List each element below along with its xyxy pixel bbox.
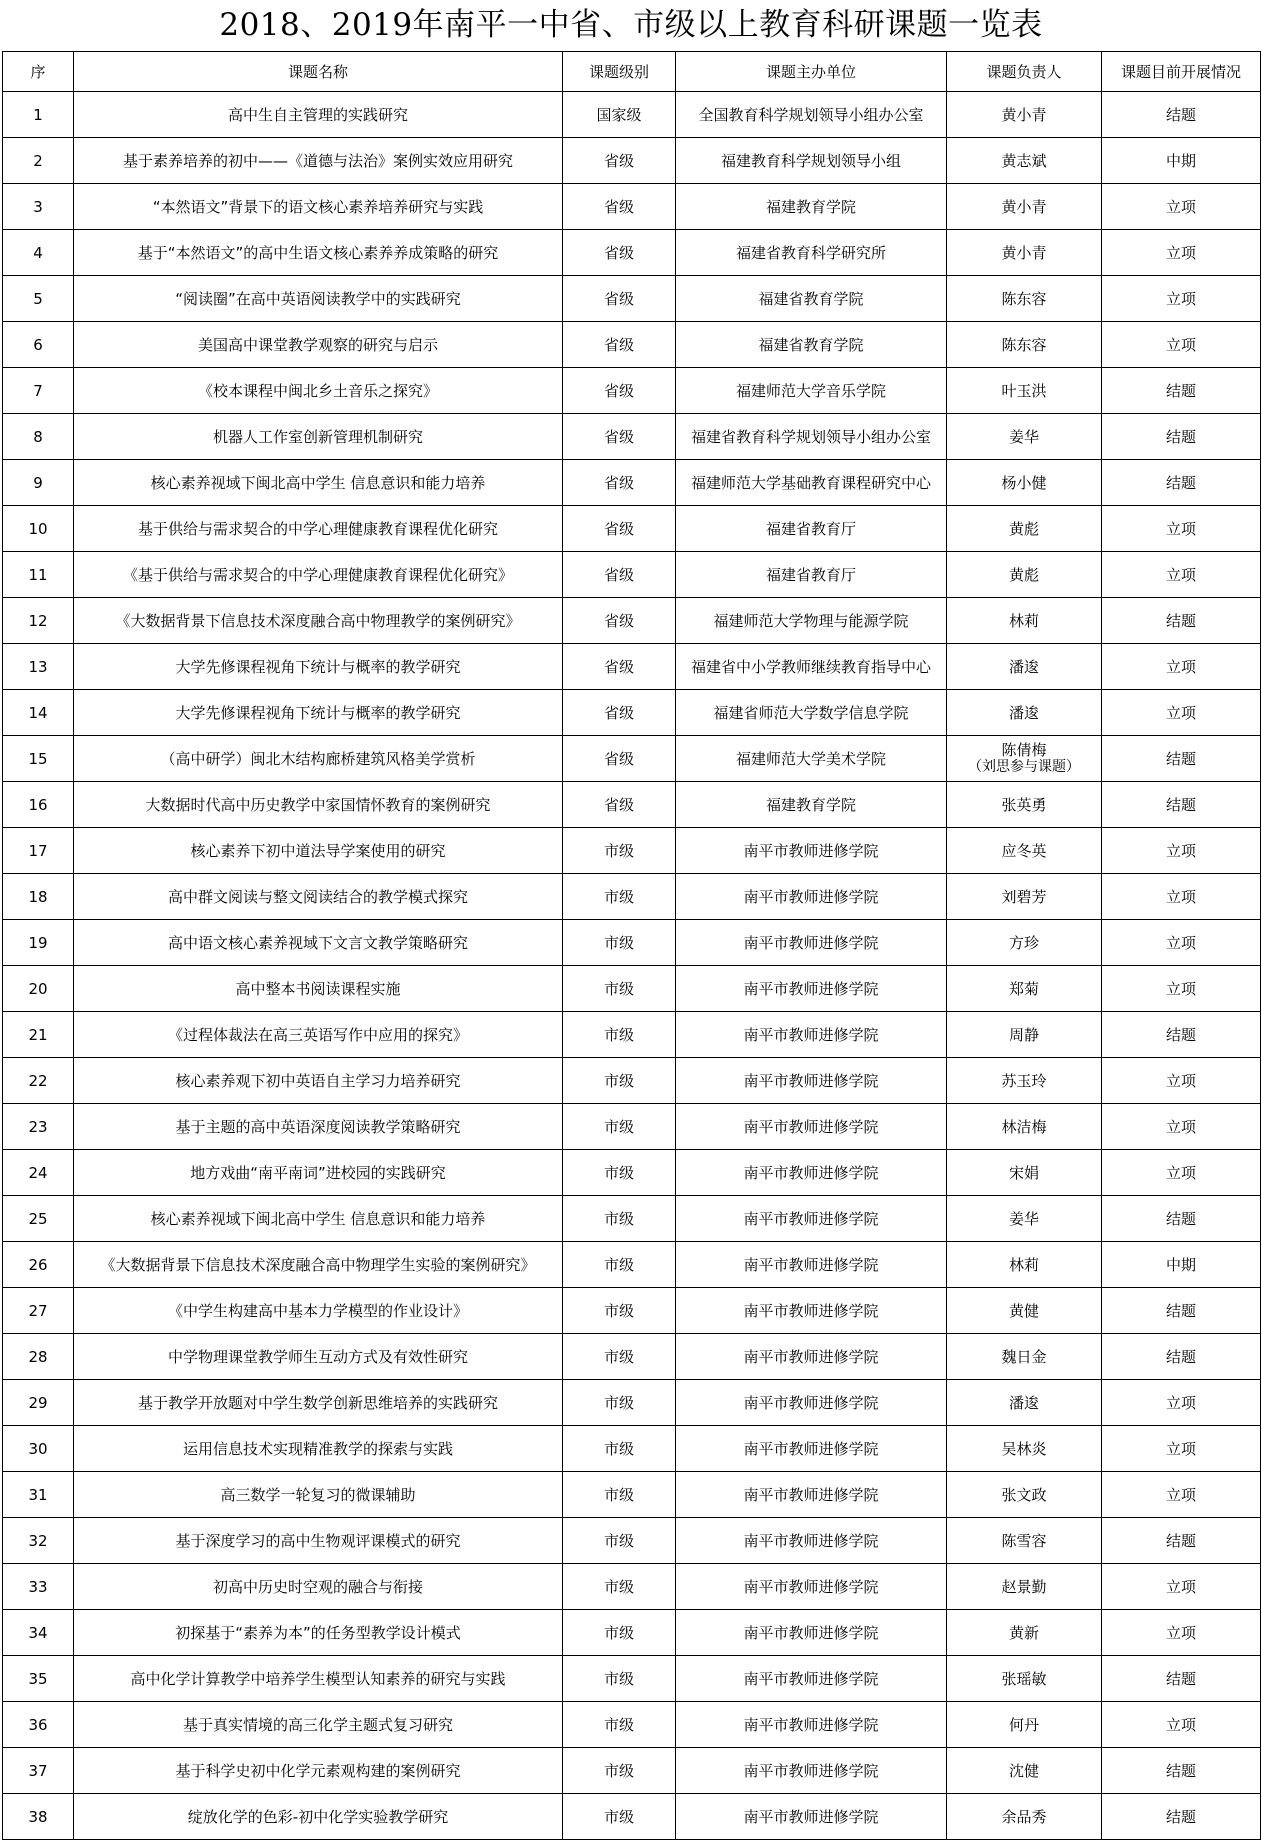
cell-topic: 基于素养培养的初中——《道德与法治》案例实效应用研究 (74, 138, 563, 184)
cell-seq: 21 (3, 1012, 74, 1058)
cell-topic: 大数据时代高中历史教学中家国情怀教育的案例研究 (74, 782, 563, 828)
cell-organizer: 福建师范大学音乐学院 (676, 368, 947, 414)
cell-organizer: 福建省教育科学规划领导小组办公室 (676, 414, 947, 460)
leader-name: 陈倩梅 (1001, 741, 1047, 759)
cell-organizer: 福建省师范大学数学信息学院 (676, 690, 947, 736)
column-header-seq: 序 (3, 52, 74, 92)
cell-level: 省级 (563, 782, 676, 828)
cell-leader: 张文政 (947, 1472, 1102, 1518)
cell-level: 省级 (563, 690, 676, 736)
table-row (3, 1058, 1261, 1104)
cell-level: 省级 (563, 368, 676, 414)
cell-leader (947, 736, 1102, 782)
cell-organizer: 南平市教师进修学院 (676, 920, 947, 966)
cell-level: 市级 (563, 966, 676, 1012)
research-topics-table (2, 51, 1261, 1840)
table-row (3, 1242, 1261, 1288)
cell-topic: 高中生自主管理的实践研究 (74, 92, 563, 138)
cell-organizer: 福建教育科学规划领导小组 (676, 138, 947, 184)
cell-organizer: 全国教育科学规划领导小组办公室 (676, 92, 947, 138)
cell-leader: 张瑶敏 (947, 1656, 1102, 1702)
page-title: 2018、2019年南平一中省、市级以上教育科研课题一览表 (219, 7, 1043, 43)
cell-topic: 初高中历史时空观的融合与衔接 (74, 1564, 563, 1610)
column-header-status: 课题目前开展情况 (1102, 52, 1261, 92)
cell-topic: 核心素养观下初中英语自主学习力培养研究 (74, 1058, 563, 1104)
cell-leader: 陈雪容 (947, 1518, 1102, 1564)
table-row (3, 644, 1261, 690)
cell-organizer: 福建师范大学基础教育课程研究中心 (676, 460, 947, 506)
table-row (3, 92, 1261, 138)
table-row (3, 1150, 1261, 1196)
cell-level: 市级 (563, 1656, 676, 1702)
cell-organizer: 南平市教师进修学院 (676, 874, 947, 920)
cell-level: 省级 (563, 460, 676, 506)
cell-organizer: 南平市教师进修学院 (676, 1012, 947, 1058)
cell-organizer: 福建省教育学院 (676, 322, 947, 368)
cell-leader: 潘逡 (947, 644, 1102, 690)
table-row (3, 1794, 1261, 1840)
cell-seq: 25 (3, 1196, 74, 1242)
cell-organizer: 福建教育学院 (676, 782, 947, 828)
cell-seq: 35 (3, 1656, 74, 1702)
cell-leader: 黄小青 (947, 184, 1102, 230)
table-row (3, 1610, 1261, 1656)
cell-leader: 林莉 (947, 1242, 1102, 1288)
cell-level: 市级 (563, 1058, 676, 1104)
cell-level: 省级 (563, 276, 676, 322)
cell-organizer: 南平市教师进修学院 (676, 1794, 947, 1840)
cell-status: 立项 (1102, 1104, 1261, 1150)
cell-status: 结题 (1102, 1794, 1261, 1840)
cell-seq: 12 (3, 598, 74, 644)
cell-topic: “本然语文”背景下的语文核心素养培养研究与实践 (74, 184, 563, 230)
cell-level: 市级 (563, 1242, 676, 1288)
cell-seq: 8 (3, 414, 74, 460)
cell-seq: 27 (3, 1288, 74, 1334)
table-row (3, 736, 1261, 782)
cell-seq: 7 (3, 368, 74, 414)
cell-leader: 姜华 (947, 1196, 1102, 1242)
cell-organizer: 福建教育学院 (676, 184, 947, 230)
cell-seq: 24 (3, 1150, 74, 1196)
cell-level: 省级 (563, 598, 676, 644)
table-row (3, 322, 1261, 368)
cell-organizer: 南平市教师进修学院 (676, 1150, 947, 1196)
cell-leader: 黄小青 (947, 230, 1102, 276)
cell-leader: 吴林炎 (947, 1426, 1102, 1472)
cell-topic: 基于主题的高中英语深度阅读教学策略研究 (74, 1104, 563, 1150)
cell-topic: 基于“本然语文”的高中生语文核心素养养成策略的研究 (74, 230, 563, 276)
cell-organizer: 南平市教师进修学院 (676, 1288, 947, 1334)
cell-topic: 绽放化学的色彩-初中化学实验教学研究 (74, 1794, 563, 1840)
cell-seq: 38 (3, 1794, 74, 1840)
cell-level: 市级 (563, 1518, 676, 1564)
cell-status: 立项 (1102, 322, 1261, 368)
cell-seq: 36 (3, 1702, 74, 1748)
table-row (3, 506, 1261, 552)
cell-level: 市级 (563, 920, 676, 966)
table-row (3, 782, 1261, 828)
cell-leader: 陈东容 (947, 322, 1102, 368)
cell-leader: 姜华 (947, 414, 1102, 460)
cell-status: 立项 (1102, 1150, 1261, 1196)
cell-seq: 4 (3, 230, 74, 276)
table-row (3, 1104, 1261, 1150)
cell-topic: 基于教学开放题对中学生数学创新思维培养的实践研究 (74, 1380, 563, 1426)
cell-seq: 13 (3, 644, 74, 690)
cell-level: 省级 (563, 552, 676, 598)
cell-seq: 3 (3, 184, 74, 230)
cell-level: 市级 (563, 828, 676, 874)
cell-topic: 高三数学一轮复习的微课辅助 (74, 1472, 563, 1518)
cell-status: 立项 (1102, 920, 1261, 966)
cell-topic: 《大数据背景下信息技术深度融合高中物理学生实验的案例研究》 (74, 1242, 563, 1288)
cell-topic: 基于供给与需求契合的中学心理健康教育课程优化研究 (74, 506, 563, 552)
table-row (3, 460, 1261, 506)
cell-level: 省级 (563, 736, 676, 782)
cell-leader: 黄彪 (947, 506, 1102, 552)
table-row (3, 368, 1261, 414)
cell-topic: 《大数据背景下信息技术深度融合高中物理教学的案例研究》 (74, 598, 563, 644)
cell-level: 市级 (563, 874, 676, 920)
cell-status: 立项 (1102, 1702, 1261, 1748)
cell-level: 省级 (563, 322, 676, 368)
table-row (3, 1012, 1261, 1058)
column-header-level: 课题级别 (563, 52, 676, 92)
cell-leader: 潘逡 (947, 1380, 1102, 1426)
cell-seq: 2 (3, 138, 74, 184)
cell-level: 市级 (563, 1288, 676, 1334)
cell-organizer: 南平市教师进修学院 (676, 1242, 947, 1288)
cell-organizer: 南平市教师进修学院 (676, 1610, 947, 1656)
cell-leader: 郑菊 (947, 966, 1102, 1012)
cell-topic: 基于深度学习的高中生物观评课模式的研究 (74, 1518, 563, 1564)
cell-leader: 刘碧芳 (947, 874, 1102, 920)
cell-status: 立项 (1102, 1472, 1261, 1518)
cell-seq: 1 (3, 92, 74, 138)
cell-status: 结题 (1102, 782, 1261, 828)
cell-seq: 11 (3, 552, 74, 598)
cell-status: 立项 (1102, 1426, 1261, 1472)
cell-leader: 杨小健 (947, 460, 1102, 506)
cell-status: 立项 (1102, 184, 1261, 230)
cell-status: 立项 (1102, 966, 1261, 1012)
cell-topic: 初探基于“素养为本”的任务型教学设计模式 (74, 1610, 563, 1656)
cell-status: 结题 (1102, 368, 1261, 414)
cell-status: 立项 (1102, 552, 1261, 598)
cell-organizer: 南平市教师进修学院 (676, 1564, 947, 1610)
cell-status: 结题 (1102, 460, 1261, 506)
cell-leader: 何丹 (947, 1702, 1102, 1748)
cell-leader: 宋娟 (947, 1150, 1102, 1196)
column-header-leader: 课题负责人 (947, 52, 1102, 92)
cell-topic: 核心素养视域下闽北高中学生 信息意识和能力培养 (74, 1196, 563, 1242)
cell-level: 市级 (563, 1794, 676, 1840)
table-row (3, 1380, 1261, 1426)
table-row (3, 230, 1261, 276)
cell-seq: 37 (3, 1748, 74, 1794)
cell-status: 结题 (1102, 1196, 1261, 1242)
cell-level: 市级 (563, 1472, 676, 1518)
cell-seq: 32 (3, 1518, 74, 1564)
cell-status: 立项 (1102, 1380, 1261, 1426)
cell-organizer: 福建师范大学物理与能源学院 (676, 598, 947, 644)
table-row (3, 276, 1261, 322)
cell-status: 立项 (1102, 644, 1261, 690)
cell-seq: 5 (3, 276, 74, 322)
cell-status: 立项 (1102, 690, 1261, 736)
cell-seq: 22 (3, 1058, 74, 1104)
cell-organizer: 南平市教师进修学院 (676, 1702, 947, 1748)
cell-seq: 17 (3, 828, 74, 874)
cell-topic: 中学物理课堂教学师生互动方式及有效性研究 (74, 1334, 563, 1380)
table-body (3, 92, 1261, 1840)
cell-status: 结题 (1102, 736, 1261, 782)
cell-seq: 20 (3, 966, 74, 1012)
cell-seq: 23 (3, 1104, 74, 1150)
cell-leader: 黄新 (947, 1610, 1102, 1656)
cell-topic: 《中学生构建高中基本力学模型的作业设计》 (74, 1288, 563, 1334)
table-row (3, 920, 1261, 966)
cell-leader: 方珍 (947, 920, 1102, 966)
cell-topic: 美国高中课堂教学观察的研究与启示 (74, 322, 563, 368)
cell-status: 结题 (1102, 1334, 1261, 1380)
table-row (3, 138, 1261, 184)
cell-status: 立项 (1102, 1058, 1261, 1104)
cell-seq: 6 (3, 322, 74, 368)
cell-level: 市级 (563, 1380, 676, 1426)
header-row (3, 52, 1261, 92)
cell-level: 市级 (563, 1334, 676, 1380)
cell-seq: 10 (3, 506, 74, 552)
cell-status: 中期 (1102, 138, 1261, 184)
cell-leader: 周静 (947, 1012, 1102, 1058)
cell-leader: 黄小青 (947, 92, 1102, 138)
cell-topic: 地方戏曲“南平南词”进校园的实践研究 (74, 1150, 563, 1196)
cell-topic: 大学先修课程视角下统计与概率的教学研究 (74, 644, 563, 690)
cell-seq: 33 (3, 1564, 74, 1610)
cell-status: 立项 (1102, 828, 1261, 874)
table-row (3, 966, 1261, 1012)
cell-level: 市级 (563, 1564, 676, 1610)
cell-topic: 高中整本书阅读课程实施 (74, 966, 563, 1012)
cell-seq: 9 (3, 460, 74, 506)
cell-organizer: 南平市教师进修学院 (676, 1196, 947, 1242)
cell-topic: 机器人工作室创新管理机制研究 (74, 414, 563, 460)
cell-topic: 《校本课程中闽北乡土音乐之探究》 (74, 368, 563, 414)
cell-level: 省级 (563, 644, 676, 690)
table-row (3, 690, 1261, 736)
cell-level: 市级 (563, 1012, 676, 1058)
cell-status: 结题 (1102, 598, 1261, 644)
cell-topic: 《基于供给与需求契合的中学心理健康教育课程优化研究》 (74, 552, 563, 598)
cell-status: 结题 (1102, 1748, 1261, 1794)
cell-topic: 大学先修课程视角下统计与概率的教学研究 (74, 690, 563, 736)
cell-leader: 黄健 (947, 1288, 1102, 1334)
cell-topic: 高中化学计算教学中培养学生模型认知素养的研究与实践 (74, 1656, 563, 1702)
cell-seq: 19 (3, 920, 74, 966)
cell-leader: 陈东容 (947, 276, 1102, 322)
table-row (3, 1518, 1261, 1564)
table-row (3, 1472, 1261, 1518)
cell-seq: 14 (3, 690, 74, 736)
cell-organizer: 南平市教师进修学院 (676, 1380, 947, 1426)
cell-status: 立项 (1102, 874, 1261, 920)
cell-organizer: 福建省教育学院 (676, 276, 947, 322)
leader-note: （刘思参与课题） (968, 759, 1080, 775)
table-row (3, 598, 1261, 644)
cell-organizer: 南平市教师进修学院 (676, 1334, 947, 1380)
column-header-topic: 课题名称 (74, 52, 563, 92)
cell-status: 立项 (1102, 1610, 1261, 1656)
cell-level: 省级 (563, 230, 676, 276)
cell-leader: 苏玉玲 (947, 1058, 1102, 1104)
cell-level: 市级 (563, 1150, 676, 1196)
table-row (3, 1748, 1261, 1794)
cell-status: 结题 (1102, 1012, 1261, 1058)
cell-level: 省级 (563, 138, 676, 184)
cell-seq: 28 (3, 1334, 74, 1380)
cell-leader: 张英勇 (947, 782, 1102, 828)
cell-organizer: 福建省教育厅 (676, 552, 947, 598)
cell-status: 结题 (1102, 92, 1261, 138)
cell-leader: 魏日金 (947, 1334, 1102, 1380)
cell-level: 市级 (563, 1104, 676, 1150)
cell-topic: 核心素养下初中道法导学案使用的研究 (74, 828, 563, 874)
table-row (3, 874, 1261, 920)
cell-status: 立项 (1102, 506, 1261, 552)
cell-leader: 叶玉洪 (947, 368, 1102, 414)
cell-organizer: 南平市教师进修学院 (676, 828, 947, 874)
cell-status: 立项 (1102, 1564, 1261, 1610)
cell-topic: 基于科学史初中化学元素观构建的案例研究 (74, 1748, 563, 1794)
cell-organizer: 福建省教育科学研究所 (676, 230, 947, 276)
cell-leader: 赵景勤 (947, 1564, 1102, 1610)
cell-topic: 高中语文核心素养视域下文言文教学策略研究 (74, 920, 563, 966)
cell-leader: 余品秀 (947, 1794, 1102, 1840)
cell-status: 结题 (1102, 1656, 1261, 1702)
table-row (3, 828, 1261, 874)
cell-leader: 潘逡 (947, 690, 1102, 736)
cell-organizer: 南平市教师进修学院 (676, 1426, 947, 1472)
cell-seq: 16 (3, 782, 74, 828)
table-row (3, 1656, 1261, 1702)
cell-topic: “阅读圈”在高中英语阅读教学中的实践研究 (74, 276, 563, 322)
cell-seq: 29 (3, 1380, 74, 1426)
table-row (3, 414, 1261, 460)
cell-organizer: 福建省教育厅 (676, 506, 947, 552)
cell-seq: 31 (3, 1472, 74, 1518)
cell-level: 省级 (563, 184, 676, 230)
cell-organizer: 南平市教师进修学院 (676, 1058, 947, 1104)
cell-organizer: 福建省中小学教师继续教育指导中心 (676, 644, 947, 690)
cell-topic: 运用信息技术实现精准教学的探索与实践 (74, 1426, 563, 1472)
cell-organizer: 南平市教师进修学院 (676, 1104, 947, 1150)
cell-seq: 26 (3, 1242, 74, 1288)
cell-seq: 15 (3, 736, 74, 782)
cell-leader: 沈健 (947, 1748, 1102, 1794)
cell-leader: 林洁梅 (947, 1104, 1102, 1150)
cell-seq: 30 (3, 1426, 74, 1472)
cell-organizer: 南平市教师进修学院 (676, 1748, 947, 1794)
cell-status: 结题 (1102, 1518, 1261, 1564)
cell-status: 中期 (1102, 1242, 1261, 1288)
table-row (3, 1426, 1261, 1472)
cell-level: 市级 (563, 1196, 676, 1242)
cell-organizer: 南平市教师进修学院 (676, 1518, 947, 1564)
cell-leader: 黄志斌 (947, 138, 1102, 184)
cell-organizer: 南平市教师进修学院 (676, 966, 947, 1012)
cell-seq: 18 (3, 874, 74, 920)
cell-level: 市级 (563, 1702, 676, 1748)
cell-topic: 《过程体裁法在高三英语写作中应用的探究》 (74, 1012, 563, 1058)
table-row (3, 1196, 1261, 1242)
table-row (3, 1334, 1261, 1380)
cell-level: 国家级 (563, 92, 676, 138)
cell-leader: 黄彪 (947, 552, 1102, 598)
cell-level: 省级 (563, 506, 676, 552)
cell-organizer: 南平市教师进修学院 (676, 1472, 947, 1518)
cell-topic: 基于真实情境的高三化学主题式复习研究 (74, 1702, 563, 1748)
cell-level: 省级 (563, 414, 676, 460)
cell-leader: 林莉 (947, 598, 1102, 644)
cell-leader: 应冬英 (947, 828, 1102, 874)
cell-seq: 34 (3, 1610, 74, 1656)
cell-topic: （高中研学）闽北木结构廊桥建筑风格美学赏析 (74, 736, 563, 782)
cell-organizer: 福建师范大学美术学院 (676, 736, 947, 782)
cell-level: 市级 (563, 1610, 676, 1656)
table-row (3, 552, 1261, 598)
cell-level: 市级 (563, 1748, 676, 1794)
column-header-organizer: 课题主办单位 (676, 52, 947, 92)
cell-topic: 高中群文阅读与整文阅读结合的教学模式探究 (74, 874, 563, 920)
cell-organizer: 南平市教师进修学院 (676, 1656, 947, 1702)
cell-level: 市级 (563, 1426, 676, 1472)
table-row (3, 1702, 1261, 1748)
cell-topic: 核心素养视域下闽北高中学生 信息意识和能力培养 (74, 460, 563, 506)
cell-status: 结题 (1102, 414, 1261, 460)
table-row (3, 184, 1261, 230)
table-row (3, 1564, 1261, 1610)
cell-status: 结题 (1102, 1288, 1261, 1334)
table-row (3, 1288, 1261, 1334)
cell-status: 立项 (1102, 230, 1261, 276)
cell-status: 立项 (1102, 276, 1261, 322)
